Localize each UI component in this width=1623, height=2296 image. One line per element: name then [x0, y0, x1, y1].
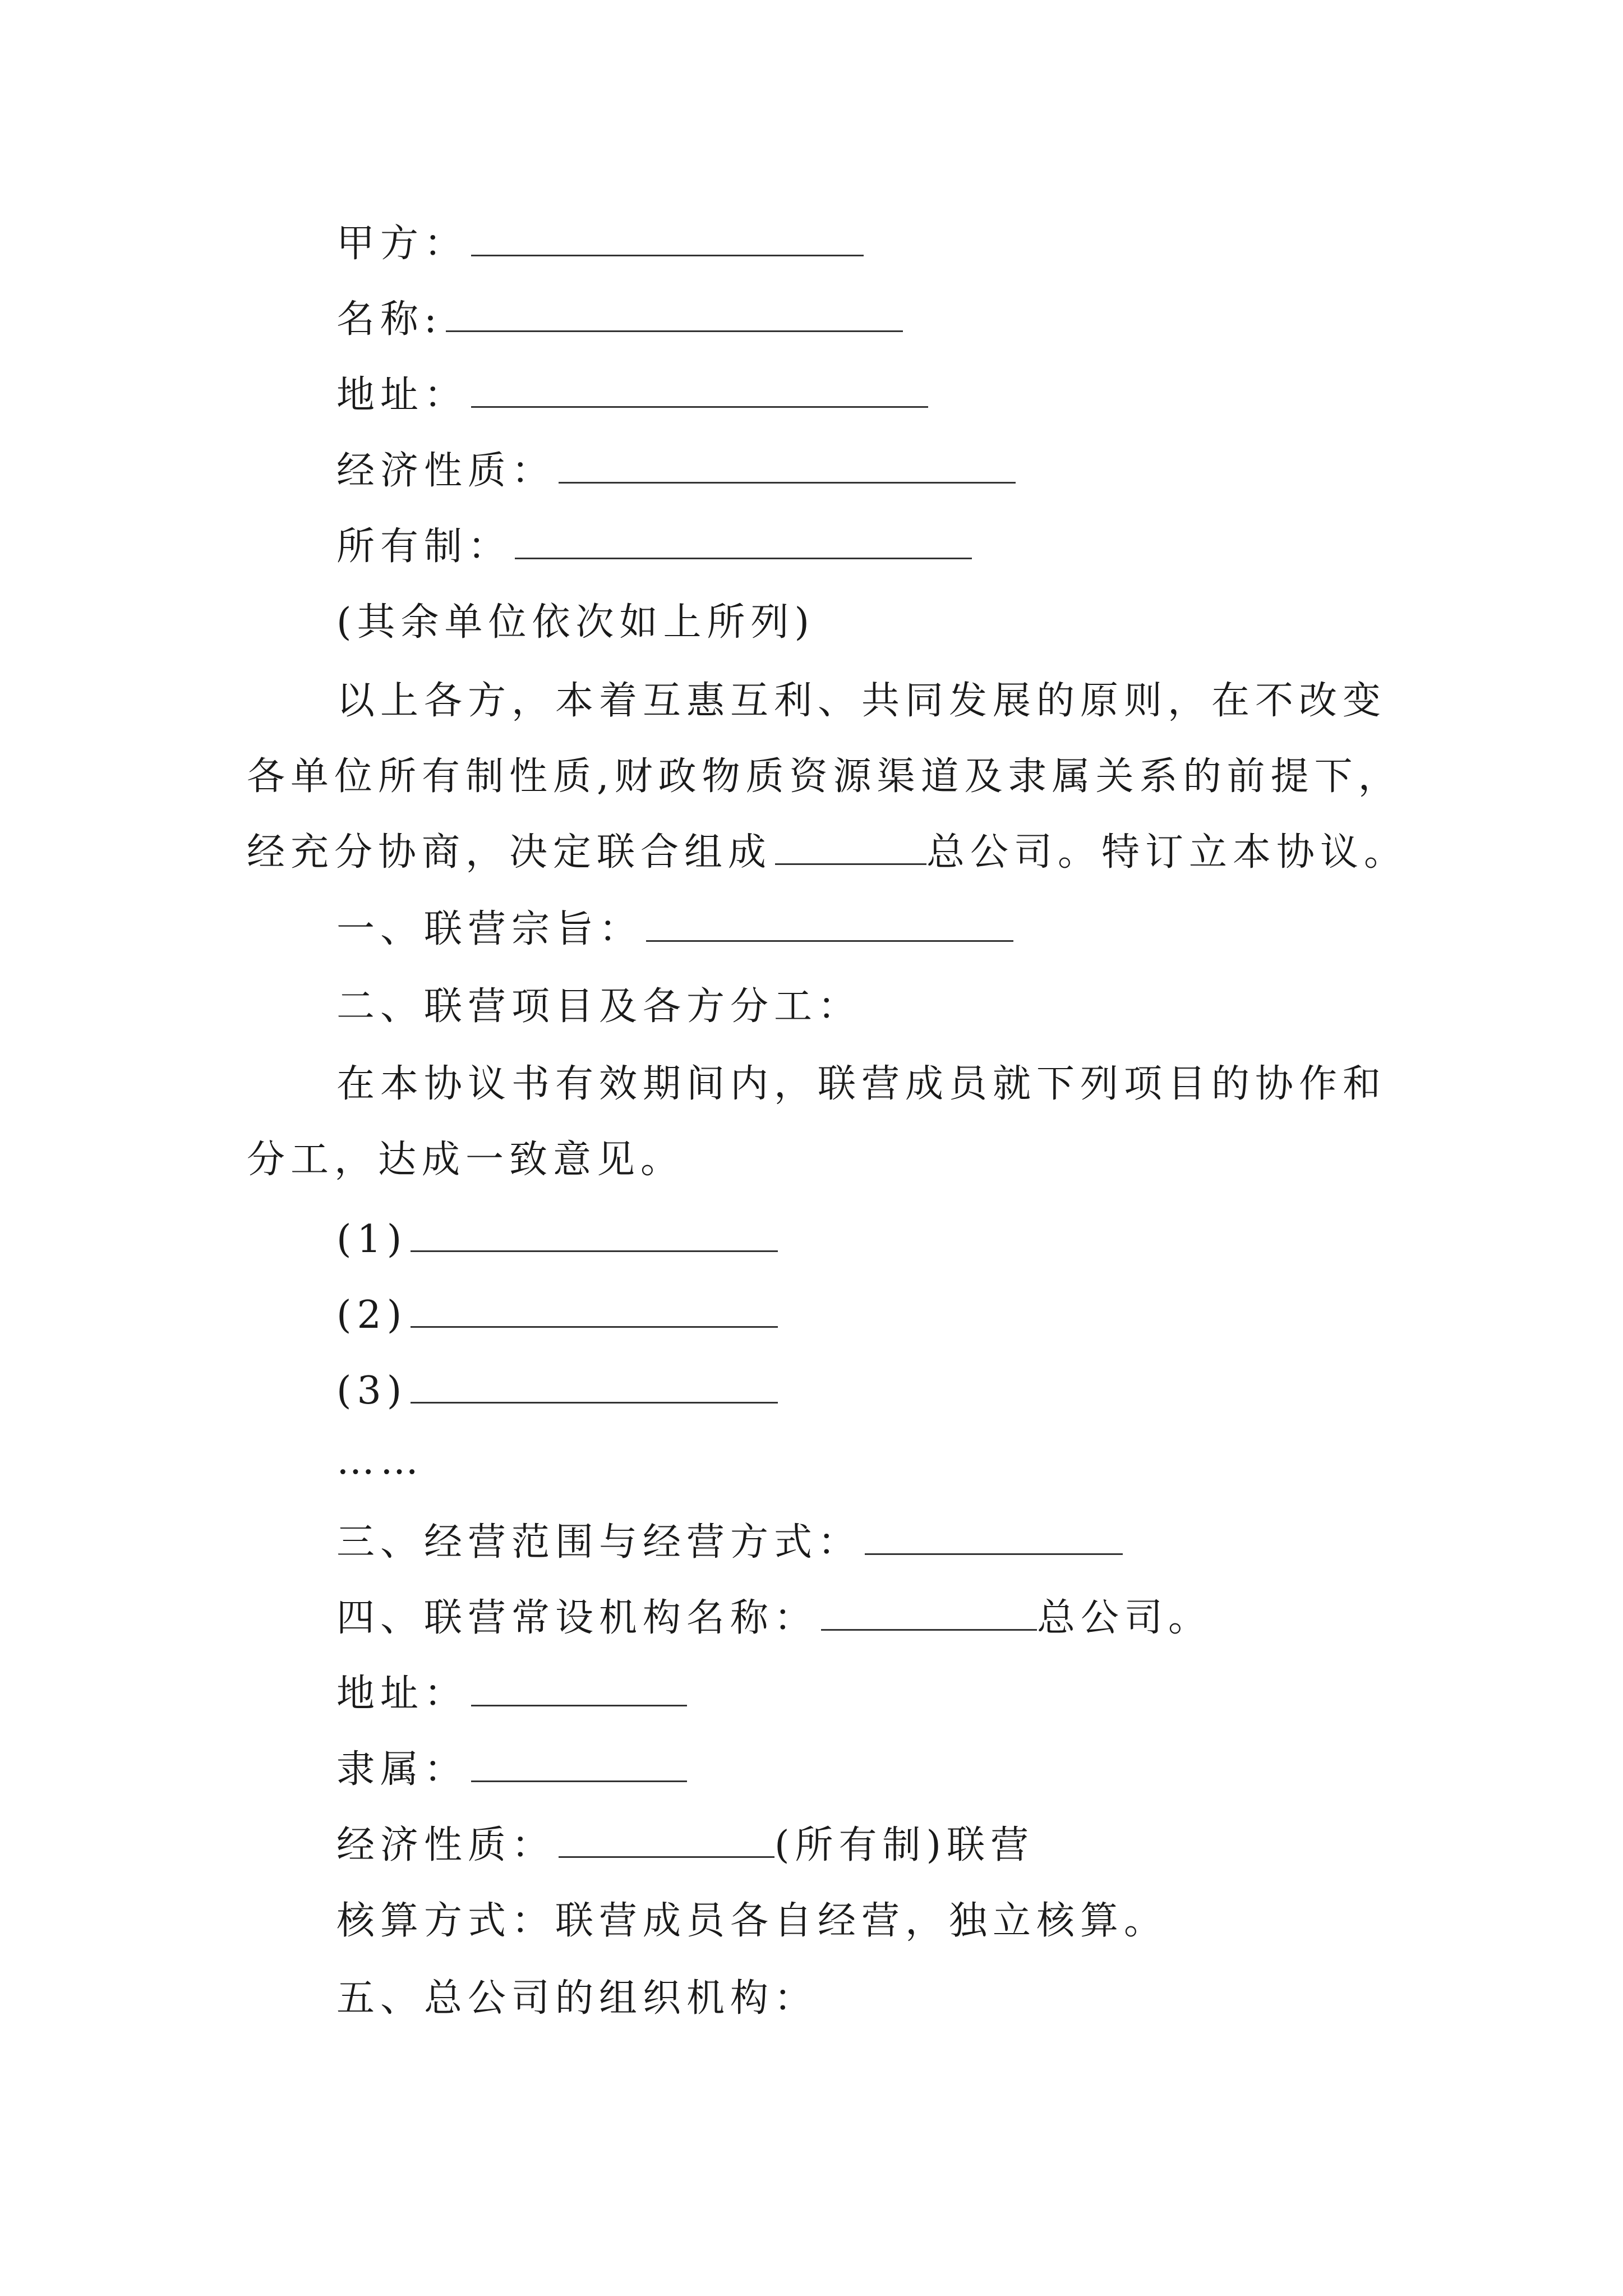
section2-title: 二、联营项目及各方分工：	[336, 984, 862, 1029]
ownership-label: 所有制：	[336, 524, 512, 569]
company-name-blank[interactable]	[775, 832, 926, 865]
economic-nature-line	[336, 446, 1016, 496]
section4-affiliation-line	[336, 1745, 687, 1795]
section3-line	[336, 1517, 1123, 1568]
ownership-blank[interactable]	[515, 526, 972, 559]
party-a-line	[336, 219, 864, 269]
intro-line-3-prefix: 经充分协商，决定联合组成	[247, 830, 772, 875]
section4-affiliation-label: 隶属：	[336, 1747, 468, 1792]
section4-nature-suffix: (所有制)联营	[774, 1823, 1035, 1867]
address-line	[336, 370, 928, 421]
project-item-2-label: (2)	[336, 1293, 408, 1337]
intro-line-2: 各单位所有制性质,财政物质资源渠道及隶属关系的前提下，	[247, 754, 1402, 799]
section3-blank[interactable]	[865, 1522, 1123, 1555]
section4-name-blank[interactable]	[821, 1598, 1037, 1631]
section4-affiliation-blank[interactable]	[471, 1749, 687, 1782]
address-blank[interactable]	[471, 375, 928, 408]
section4-nature-blank[interactable]	[559, 1825, 774, 1858]
economic-nature-label: 经济性质：	[336, 449, 556, 493]
section2-body-line-1: 在本协议书有效期间内，联营成员就下列项目的协作和	[336, 1062, 1387, 1106]
section4-label: 四、联营常设机构名称：	[336, 1596, 818, 1640]
project-item-1	[336, 1214, 778, 1265]
section4-address-blank[interactable]	[471, 1673, 687, 1706]
note-line: (其余单位依次如上所列)	[336, 600, 815, 645]
intro-line-1: 以上各方，本着互惠互利、共同发展的原则，在不改变	[336, 679, 1387, 723]
economic-nature-blank[interactable]	[559, 450, 1016, 484]
section3-label: 三、经营范围与经营方式：	[336, 1520, 862, 1565]
project-item-3-label: (3)	[336, 1369, 408, 1413]
project-item-3	[336, 1366, 778, 1416]
section4-nature-label: 经济性质：	[336, 1823, 556, 1867]
section1-label: 一、联营宗旨：	[336, 907, 643, 951]
name-label: 名称:	[336, 297, 442, 342]
section4-line	[336, 1593, 1212, 1644]
intro-line-3-suffix: 总公司。特订立本协议。	[926, 830, 1408, 875]
project-item-2	[336, 1290, 778, 1341]
project-item-1-label: (1)	[336, 1217, 408, 1262]
ownership-line	[336, 522, 972, 572]
project-item-1-blank[interactable]	[411, 1219, 778, 1252]
section4-nature-line	[336, 1820, 1034, 1871]
party-a-label: 甲方：	[336, 222, 468, 266]
address-label: 地址：	[336, 373, 468, 417]
party-a-blank[interactable]	[471, 223, 864, 256]
section1-line	[336, 904, 1013, 955]
section4-address-line	[336, 1669, 687, 1719]
section4-accounting-line: 核算方式：联营成员各自经营，独立核算。	[336, 1899, 1168, 1943]
section4-suffix: 总公司。	[1037, 1596, 1212, 1640]
project-item-2-blank[interactable]	[411, 1295, 778, 1328]
name-line	[336, 295, 903, 345]
name-blank[interactable]	[446, 299, 903, 332]
section4-address-label: 地址：	[336, 1672, 468, 1716]
project-item-3-blank[interactable]	[411, 1370, 778, 1404]
section2-body-line-2: 分工，达成一致意见。	[247, 1138, 685, 1182]
ellipsis: ……	[336, 1439, 424, 1483]
section5-title: 五、总公司的组织机构：	[336, 1976, 818, 2021]
section1-blank[interactable]	[646, 909, 1013, 942]
intro-line-3	[247, 827, 1408, 878]
